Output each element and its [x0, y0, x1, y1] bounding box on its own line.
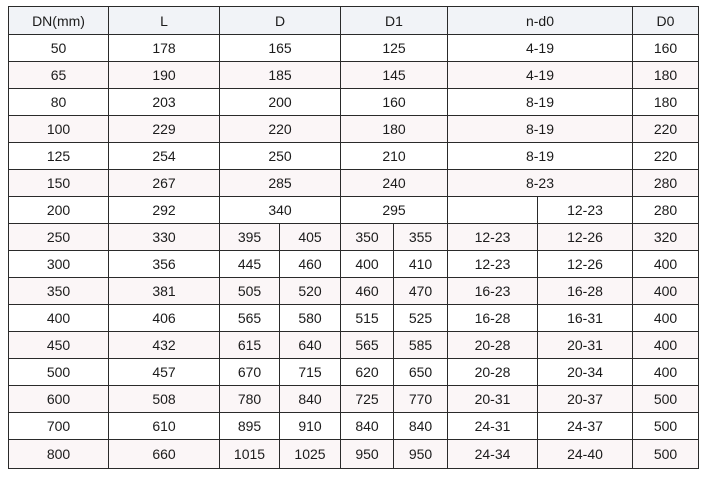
cell-d-a: 895 — [220, 413, 280, 440]
cell-d1-a: 460 — [341, 278, 394, 305]
cell-dn: 350 — [9, 278, 109, 305]
cell-n-d0-a: 12-23 — [448, 224, 538, 251]
cell-n-d0-a: 16-28 — [448, 305, 538, 332]
cell-n-d0-b: 20-34 — [538, 359, 633, 386]
cell-d1-a: 620 — [341, 359, 394, 386]
cell-d-b: 715 — [280, 359, 341, 386]
cell-dn: 150 — [9, 170, 109, 197]
header-n-d0: n-d0 — [448, 7, 633, 35]
cell-d0: 500 — [633, 440, 699, 469]
cell-dn: 800 — [9, 440, 109, 469]
cell-n-d0-b: 20-37 — [538, 386, 633, 413]
cell-n-d0-a: 12-23 — [448, 251, 538, 278]
table-row — [9, 332, 699, 359]
cell-d1-b: 470 — [394, 278, 448, 305]
cell-l: 508 — [109, 386, 220, 413]
cell-d1-b: 585 — [394, 332, 448, 359]
cell-l: 330 — [109, 224, 220, 251]
cell-n-d0-a: 20-28 — [448, 332, 538, 359]
dimension-table-container — [8, 6, 698, 490]
cell-d1-b: 355 — [394, 224, 448, 251]
cell-d-b: 910 — [280, 413, 341, 440]
cell-d-b: 1025 — [280, 440, 341, 469]
cell-n-d0: 4-19 — [448, 35, 633, 62]
table-row — [9, 305, 699, 332]
table-row — [9, 62, 699, 89]
cell-l: 229 — [109, 116, 220, 143]
cell-dn: 400 — [9, 305, 109, 332]
table-row — [9, 440, 699, 469]
cell-n-d0-b: 12-23 — [538, 197, 633, 224]
cell-d1-b: 410 — [394, 251, 448, 278]
cell-d: 285 — [220, 170, 341, 197]
cell-dn: 100 — [9, 116, 109, 143]
cell-d0: 160 — [633, 35, 699, 62]
cell-n-d0-b: 24-37 — [538, 413, 633, 440]
cell-d1-a: 400 — [341, 251, 394, 278]
cell-dn: 700 — [9, 413, 109, 440]
cell-d: 220 — [220, 116, 341, 143]
table-row — [9, 413, 699, 440]
cell-d0: 180 — [633, 89, 699, 116]
cell-l: 381 — [109, 278, 220, 305]
cell-n-d0-b: 12-26 — [538, 251, 633, 278]
cell-d1-a: 515 — [341, 305, 394, 332]
cell-d-a: 670 — [220, 359, 280, 386]
cell-d-a: 505 — [220, 278, 280, 305]
cell-n-d0-a: 24-31 — [448, 413, 538, 440]
cell-l: 457 — [109, 359, 220, 386]
cell-n-d0: 4-19 — [448, 62, 633, 89]
cell-d1: 295 — [341, 197, 448, 224]
table-row — [9, 143, 699, 170]
cell-l: 267 — [109, 170, 220, 197]
cell-n-d0-b: 16-28 — [538, 278, 633, 305]
cell-n-d0-a: 20-31 — [448, 386, 538, 413]
cell-n-d0: 8-19 — [448, 143, 633, 170]
table-row — [9, 359, 699, 386]
cell-l: 190 — [109, 62, 220, 89]
cell-dn: 500 — [9, 359, 109, 386]
cell-d1-a: 565 — [341, 332, 394, 359]
cell-d1-a: 840 — [341, 413, 394, 440]
cell-d1-b: 950 — [394, 440, 448, 469]
cell-d: 250 — [220, 143, 341, 170]
dimension-table — [8, 6, 699, 469]
cell-d0: 400 — [633, 278, 699, 305]
cell-d1-b: 525 — [394, 305, 448, 332]
cell-dn: 65 — [9, 62, 109, 89]
cell-l: 432 — [109, 332, 220, 359]
cell-d1: 180 — [341, 116, 448, 143]
cell-d0: 220 — [633, 116, 699, 143]
cell-d: 200 — [220, 89, 341, 116]
cell-d1: 210 — [341, 143, 448, 170]
cell-d-b: 840 — [280, 386, 341, 413]
cell-d-a: 780 — [220, 386, 280, 413]
table-row — [9, 116, 699, 143]
cell-d1-a: 950 — [341, 440, 394, 469]
cell-d-a: 395 — [220, 224, 280, 251]
cell-l: 203 — [109, 89, 220, 116]
table-row — [9, 197, 699, 224]
cell-d0: 500 — [633, 413, 699, 440]
cell-n-d0: 8-19 — [448, 89, 633, 116]
cell-d1-a: 725 — [341, 386, 394, 413]
table-row — [9, 278, 699, 305]
cell-d0: 320 — [633, 224, 699, 251]
cell-d1: 125 — [341, 35, 448, 62]
cell-n-d0-b: 20-31 — [538, 332, 633, 359]
cell-dn: 300 — [9, 251, 109, 278]
header-l: L — [109, 7, 220, 35]
cell-d1-b: 770 — [394, 386, 448, 413]
cell-dn: 50 — [9, 35, 109, 62]
cell-d-a: 1015 — [220, 440, 280, 469]
header-dn: DN(mm) — [9, 7, 109, 35]
cell-n-d0-b: 16-31 — [538, 305, 633, 332]
cell-dn: 200 — [9, 197, 109, 224]
cell-d1-b: 840 — [394, 413, 448, 440]
table-row — [9, 170, 699, 197]
cell-d-b: 405 — [280, 224, 341, 251]
cell-d0: 280 — [633, 197, 699, 224]
cell-n-d0-a — [448, 197, 538, 224]
cell-d-b: 520 — [280, 278, 341, 305]
table-row — [9, 251, 699, 278]
cell-d1-a: 350 — [341, 224, 394, 251]
cell-d-b: 460 — [280, 251, 341, 278]
cell-d0: 180 — [633, 62, 699, 89]
table-row — [9, 224, 699, 251]
header-d: D — [220, 7, 341, 35]
cell-n-d0-a: 24-34 — [448, 440, 538, 469]
cell-l: 292 — [109, 197, 220, 224]
cell-dn: 80 — [9, 89, 109, 116]
cell-d0: 280 — [633, 170, 699, 197]
cell-d: 165 — [220, 35, 341, 62]
cell-d1-b: 650 — [394, 359, 448, 386]
cell-l: 406 — [109, 305, 220, 332]
header-row — [9, 7, 699, 35]
cell-dn: 250 — [9, 224, 109, 251]
cell-d: 185 — [220, 62, 341, 89]
cell-l: 254 — [109, 143, 220, 170]
cell-d-a: 565 — [220, 305, 280, 332]
table-row — [9, 89, 699, 116]
cell-dn: 450 — [9, 332, 109, 359]
cell-d0: 400 — [633, 251, 699, 278]
cell-d1: 160 — [341, 89, 448, 116]
table-row — [9, 35, 699, 62]
cell-dn: 125 — [9, 143, 109, 170]
cell-l: 356 — [109, 251, 220, 278]
table-row — [9, 386, 699, 413]
cell-d0: 400 — [633, 359, 699, 386]
cell-dn: 600 — [9, 386, 109, 413]
cell-n-d0-b: 12-26 — [538, 224, 633, 251]
cell-l: 178 — [109, 35, 220, 62]
cell-n-d0: 8-19 — [448, 116, 633, 143]
cell-d1: 240 — [341, 170, 448, 197]
cell-n-d0-b: 24-40 — [538, 440, 633, 469]
header-d1: D1 — [341, 7, 448, 35]
cell-d-b: 640 — [280, 332, 341, 359]
cell-n-d0-a: 16-23 — [448, 278, 538, 305]
cell-l: 660 — [109, 440, 220, 469]
cell-d-b: 580 — [280, 305, 341, 332]
header-d0: D0 — [633, 7, 699, 35]
cell-d0: 500 — [633, 386, 699, 413]
cell-d-a: 445 — [220, 251, 280, 278]
cell-d0: 400 — [633, 332, 699, 359]
cell-d-a: 615 — [220, 332, 280, 359]
cell-n-d0-a: 20-28 — [448, 359, 538, 386]
cell-n-d0: 8-23 — [448, 170, 633, 197]
cell-d0: 220 — [633, 143, 699, 170]
cell-d: 340 — [220, 197, 341, 224]
cell-d1: 145 — [341, 62, 448, 89]
cell-d0: 400 — [633, 305, 699, 332]
cell-l: 610 — [109, 413, 220, 440]
